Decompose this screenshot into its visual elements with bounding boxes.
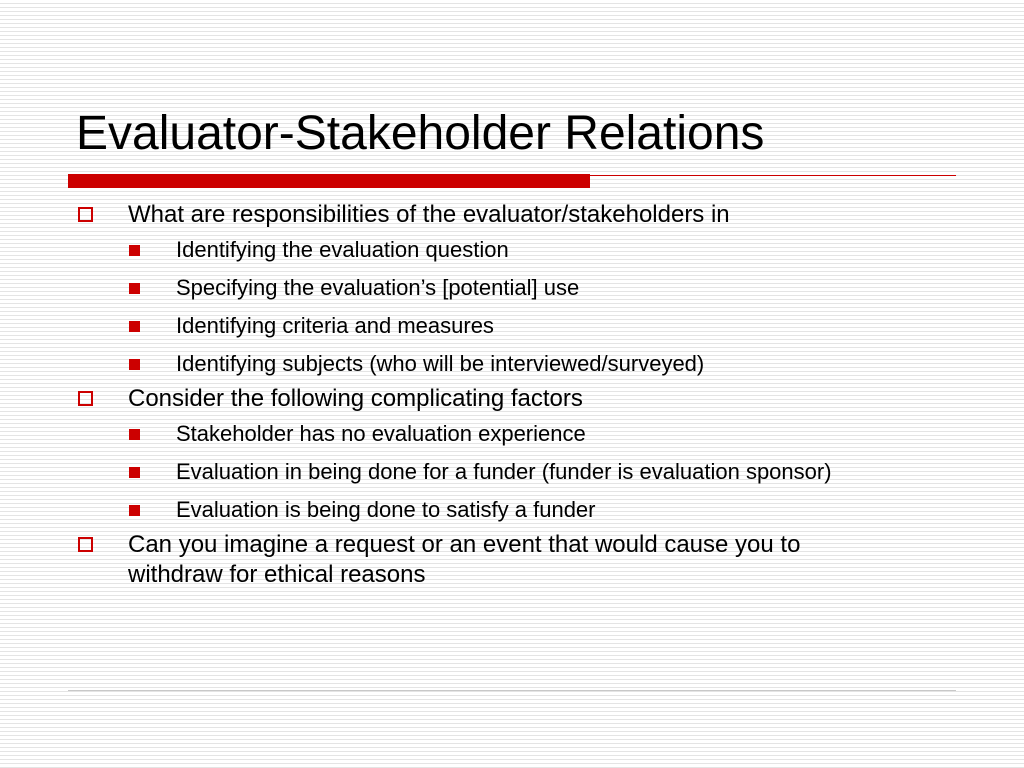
sub-bullet-text: Identifying criteria and measures (176, 313, 494, 338)
sub-bullet-text: Identifying the evaluation question (176, 237, 509, 262)
bullet-text: Consider the following complicating factors (128, 385, 583, 412)
hollow-square-bullet-icon (78, 537, 93, 552)
sub-bullet-text: Stakeholder has no evaluation experience (176, 421, 586, 446)
filled-square-bullet-icon (129, 467, 140, 478)
sub-bullet-item (78, 350, 958, 378)
sub-bullet-text: Evaluation in being done for a funder (funder is evaluation sponsor) (176, 459, 832, 484)
sub-bullet-item (78, 236, 958, 264)
bullet-item (78, 200, 958, 230)
slide-title: Evaluator-Stakeholder Relations (76, 107, 765, 160)
filled-square-bullet-icon (129, 245, 140, 256)
sub-bullet-item (78, 420, 958, 448)
filled-square-bullet-icon (129, 359, 140, 370)
bullet-text: What are responsibilities of the evaluator/stakeholders in (128, 201, 730, 228)
filled-square-bullet-icon (129, 505, 140, 516)
sub-bullet-item (78, 496, 958, 524)
sub-bullet-text: Specifying the evaluation’s [potential] use (176, 275, 580, 300)
bullet-list (78, 200, 958, 596)
sub-bullet-text: Evaluation is being done to satisfy a funder (176, 497, 596, 522)
hollow-square-bullet-icon (78, 391, 93, 406)
sub-bullet-item (78, 274, 958, 302)
filled-square-bullet-icon (129, 429, 140, 440)
sub-bullet-text: Identifying subjects (who will be interviewed/surveyed) (176, 351, 705, 376)
footer-divider (68, 690, 956, 691)
title-underline-thin (590, 175, 956, 176)
filled-square-bullet-icon (129, 283, 140, 294)
hollow-square-bullet-icon (78, 207, 93, 222)
bullet-item (78, 384, 958, 414)
title-underline-thick (68, 174, 590, 188)
bullet-text: Can you imagine a request or an event that would cause you to withdraw for ethical reasons (128, 531, 801, 588)
filled-square-bullet-icon (129, 321, 140, 332)
title-underline (68, 174, 956, 188)
bullet-item (78, 530, 958, 590)
sub-bullet-item (78, 458, 958, 486)
sub-bullet-item (78, 312, 958, 340)
